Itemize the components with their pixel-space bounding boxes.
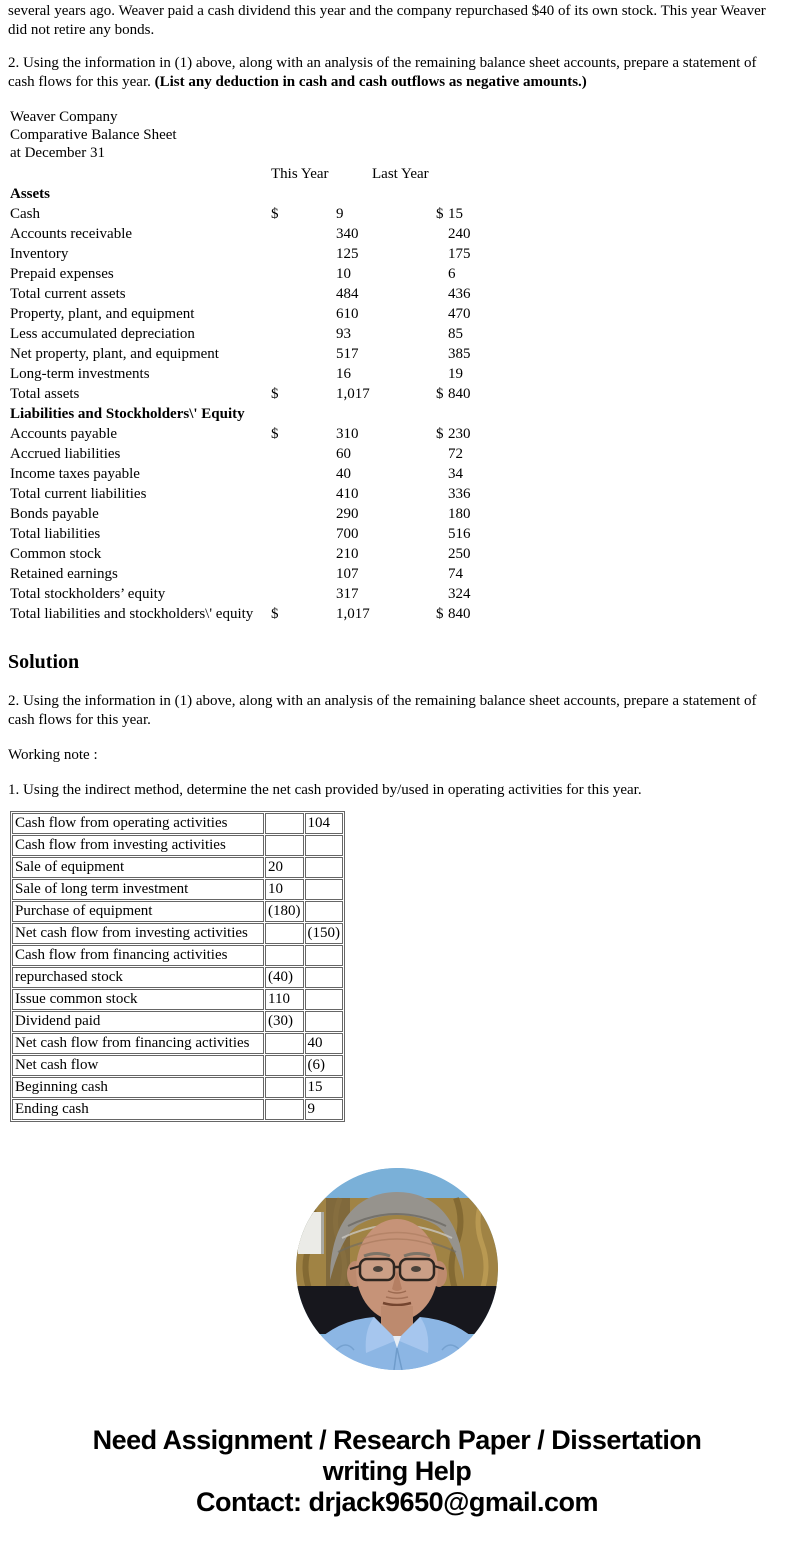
cash-flow-row bbox=[12, 967, 343, 988]
cash-flow-item-label: repurchased stock bbox=[12, 967, 264, 988]
last-year-value: 336 bbox=[448, 486, 471, 502]
balance-sheet-row bbox=[10, 364, 786, 384]
last-year-value: 840 bbox=[448, 386, 471, 402]
cash-flow-item-label: Net cash flow from investing activities bbox=[12, 923, 264, 944]
cash-flow-row bbox=[12, 1055, 343, 1076]
cash-flow-row bbox=[12, 1077, 343, 1098]
currency-symbol-last-year bbox=[436, 364, 448, 384]
currency-symbol-this-year bbox=[271, 344, 336, 364]
currency-symbol-this-year bbox=[271, 324, 336, 344]
currency-symbol-last-year bbox=[436, 284, 448, 304]
account-label: Income taxes payable bbox=[10, 466, 140, 482]
currency-symbol-this-year bbox=[271, 304, 336, 324]
account-label: Total liabilities and stockholders\' equity bbox=[10, 606, 254, 622]
currency-symbol-this-year bbox=[271, 464, 336, 484]
photo-section bbox=[8, 1168, 786, 1375]
currency-symbol-this-year bbox=[271, 484, 336, 504]
balance-sheet-row bbox=[10, 444, 786, 464]
last-year-value: 240 bbox=[448, 226, 471, 242]
currency-symbol-last-year bbox=[436, 184, 448, 204]
balance-sheet-row bbox=[10, 404, 786, 424]
this-year-value: 1,017 bbox=[336, 386, 370, 402]
currency-symbol-this-year bbox=[271, 224, 336, 244]
company-name: Weaver Company bbox=[10, 109, 118, 125]
this-year-value: 610 bbox=[336, 306, 359, 322]
this-year-value: 290 bbox=[336, 506, 359, 522]
currency-symbol-last-year bbox=[436, 324, 448, 344]
this-year-value: 9 bbox=[336, 206, 344, 222]
cash-flow-total-amount bbox=[305, 879, 344, 900]
currency-symbol-last-year bbox=[436, 564, 448, 584]
currency-symbol-this-year bbox=[271, 504, 336, 524]
currency-symbol-last-year bbox=[436, 504, 448, 524]
last-year-value: 180 bbox=[448, 506, 471, 522]
cash-flow-total-amount bbox=[305, 945, 344, 966]
cash-flow-item-label: Sale of long term investment bbox=[12, 879, 264, 900]
balance-sheet-row bbox=[10, 484, 786, 504]
account-label: Prepaid expenses bbox=[10, 266, 114, 282]
cash-flow-row bbox=[12, 901, 343, 922]
cash-flow-detail-amount bbox=[265, 1077, 304, 1098]
cash-flow-total-amount bbox=[305, 835, 344, 856]
this-year-value: 410 bbox=[336, 486, 359, 502]
this-year-value: 517 bbox=[336, 346, 359, 362]
last-year-value: 72 bbox=[448, 446, 463, 462]
cash-flow-detail-amount: (180) bbox=[265, 901, 304, 922]
statement-title: Comparative Balance Sheet bbox=[10, 127, 177, 143]
currency-symbol-this-year: $ bbox=[271, 606, 279, 622]
currency-symbol-this-year bbox=[271, 184, 336, 204]
account-label: Long-term investments bbox=[10, 366, 150, 382]
currency-symbol-this-year bbox=[271, 444, 336, 464]
cash-flow-item-label: Cash flow from operating activities bbox=[12, 813, 264, 834]
account-label: Assets bbox=[10, 186, 50, 202]
cash-flow-detail-amount: 110 bbox=[265, 989, 304, 1010]
currency-symbol-last-year bbox=[436, 524, 448, 544]
currency-symbol-this-year: $ bbox=[271, 206, 279, 222]
cash-flow-row bbox=[12, 813, 343, 834]
currency-symbol-this-year bbox=[271, 264, 336, 284]
currency-symbol-last-year bbox=[436, 544, 448, 564]
cash-flow-total-amount: 9 bbox=[305, 1099, 344, 1120]
currency-symbol-last-year bbox=[436, 264, 448, 284]
balance-sheet bbox=[10, 108, 786, 624]
cash-flow-total-amount: 40 bbox=[305, 1033, 344, 1054]
this-year-value: 93 bbox=[336, 326, 351, 342]
this-year-value: 40 bbox=[336, 466, 351, 482]
account-label: Retained earnings bbox=[10, 566, 118, 582]
cash-flow-item-label: Sale of equipment bbox=[12, 857, 264, 878]
this-year-value bbox=[336, 184, 436, 204]
cash-flow-detail-amount: 20 bbox=[265, 857, 304, 878]
currency-symbol-last-year bbox=[436, 444, 448, 464]
cash-flow-item-label: Purchase of equipment bbox=[12, 901, 264, 922]
cash-flow-detail-amount bbox=[265, 923, 304, 944]
cash-flow-total-amount bbox=[305, 989, 344, 1010]
account-label: Net property, plant, and equipment bbox=[10, 346, 219, 362]
balance-sheet-row bbox=[10, 604, 786, 624]
cash-flow-row bbox=[12, 989, 343, 1010]
balance-sheet-row bbox=[10, 384, 786, 404]
cash-flow-detail-amount bbox=[265, 1055, 304, 1076]
account-label: Total stockholders’ equity bbox=[10, 586, 166, 602]
currency-symbol-this-year bbox=[271, 244, 336, 264]
cash-flow-item-label: Issue common stock bbox=[12, 989, 264, 1010]
this-year-value: 210 bbox=[336, 546, 359, 562]
footer-line-1: Need Assignment / Research Paper / Dissertation bbox=[92, 1425, 702, 1455]
currency-symbol-last-year: $ bbox=[436, 426, 444, 442]
balance-sheet-row bbox=[10, 564, 786, 584]
this-year-value bbox=[336, 404, 436, 424]
currency-symbol-this-year bbox=[271, 564, 336, 584]
footer-ad bbox=[8, 1425, 786, 1518]
last-year-header: Last Year bbox=[372, 166, 429, 182]
question-paragraph bbox=[8, 54, 766, 91]
statement-date: at December 31 bbox=[10, 145, 105, 161]
account-label: Liabilities and Stockholders\' Equity bbox=[10, 406, 245, 422]
currency-symbol-last-year bbox=[436, 464, 448, 484]
cash-flow-detail-amount bbox=[265, 1033, 304, 1054]
cash-flow-detail-amount: (40) bbox=[265, 967, 304, 988]
last-year-value: 840 bbox=[448, 606, 471, 622]
balance-sheet-row bbox=[10, 524, 786, 544]
account-label: Bonds payable bbox=[10, 506, 99, 522]
balance-sheet-row bbox=[10, 264, 786, 284]
cash-flow-item-label: Dividend paid bbox=[12, 1011, 264, 1032]
currency-symbol-last-year: $ bbox=[436, 206, 444, 222]
cash-flow-row bbox=[12, 1011, 343, 1032]
cash-flow-item-label: Ending cash bbox=[12, 1099, 264, 1120]
last-year-value: 175 bbox=[448, 246, 471, 262]
cash-flow-detail-amount bbox=[265, 835, 304, 856]
currency-symbol-this-year: $ bbox=[271, 426, 279, 442]
cash-flow-row bbox=[12, 923, 343, 944]
cash-flow-total-amount bbox=[305, 967, 344, 988]
currency-symbol-this-year: $ bbox=[271, 386, 279, 402]
cash-flow-table bbox=[10, 811, 345, 1122]
last-year-value: 74 bbox=[448, 566, 463, 582]
this-year-value: 107 bbox=[336, 566, 359, 582]
working-note-label: Working note : bbox=[8, 747, 98, 763]
solution-restatement: 2. Using the information in (1) above, along with an analysis of the remaining balance sheet accounts, prepare a statement of cash flows for this year. bbox=[8, 693, 757, 728]
cash-flow-detail-amount bbox=[265, 1099, 304, 1120]
last-year-value: 385 bbox=[448, 346, 471, 362]
currency-symbol-last-year bbox=[436, 584, 448, 604]
cash-flow-row bbox=[12, 835, 343, 856]
this-year-value: 60 bbox=[336, 446, 351, 462]
this-year-value: 16 bbox=[336, 366, 351, 382]
balance-sheet-row bbox=[10, 324, 786, 344]
cash-flow-detail-amount bbox=[265, 945, 304, 966]
cash-flow-total-amount bbox=[305, 901, 344, 922]
account-label: Accounts payable bbox=[10, 426, 118, 442]
balance-sheet-rows bbox=[10, 184, 786, 624]
balance-sheet-row bbox=[10, 284, 786, 304]
cash-flow-total-amount bbox=[305, 857, 344, 878]
cash-flow-detail-amount bbox=[265, 813, 304, 834]
balance-sheet-row bbox=[10, 304, 786, 324]
cash-flow-item-label: Net cash flow bbox=[12, 1055, 264, 1076]
intro-paragraph: several years ago. Weaver paid a cash dividend this year and the company repurchased $40 of its own stock. This year Weaver did not retire any bonds. bbox=[8, 3, 766, 38]
account-label: Property, plant, and equipment bbox=[10, 306, 195, 322]
last-year-value: 250 bbox=[448, 546, 471, 562]
question-instruction: (List any deduction in cash and cash outflows as negative amounts.) bbox=[154, 73, 587, 90]
this-year-header: This Year bbox=[271, 166, 329, 182]
cash-flow-total-amount bbox=[305, 1011, 344, 1032]
currency-symbol-last-year bbox=[436, 344, 448, 364]
account-label: Cash bbox=[10, 206, 40, 222]
cash-flow-total-amount: (150) bbox=[305, 923, 344, 944]
last-year-value: 15 bbox=[448, 206, 463, 222]
solution-heading: Solution bbox=[8, 651, 80, 673]
this-year-value: 125 bbox=[336, 246, 359, 262]
currency-symbol-this-year bbox=[271, 544, 336, 564]
account-label: Total current assets bbox=[10, 286, 126, 302]
footer-contact-email: Contact: drjack9650@gmail.com bbox=[196, 1487, 598, 1517]
cash-flow-row bbox=[12, 1099, 343, 1120]
account-label: Inventory bbox=[10, 246, 69, 262]
cash-flow-total-amount: 104 bbox=[305, 813, 344, 834]
cash-flow-table-body bbox=[12, 813, 343, 1120]
presenter-photo bbox=[296, 1168, 498, 1370]
account-label: Accounts receivable bbox=[10, 226, 133, 242]
balance-sheet-column-headers bbox=[10, 164, 786, 184]
currency-symbol-last-year: $ bbox=[436, 606, 444, 622]
cash-flow-row bbox=[12, 1033, 343, 1054]
this-year-value: 700 bbox=[336, 526, 359, 542]
cash-flow-item-label: Beginning cash bbox=[12, 1077, 264, 1098]
balance-sheet-row bbox=[10, 244, 786, 264]
working-note-1: 1. Using the indirect method, determine the net cash provided by/used in operating activities for this year. bbox=[8, 781, 642, 798]
last-year-value: 516 bbox=[448, 526, 471, 542]
balance-sheet-row bbox=[10, 544, 786, 564]
balance-sheet-row bbox=[10, 464, 786, 484]
last-year-value: 230 bbox=[448, 426, 471, 442]
currency-symbol-last-year bbox=[436, 244, 448, 264]
cash-flow-row bbox=[12, 879, 343, 900]
this-year-value: 1,017 bbox=[336, 606, 370, 622]
this-year-value: 484 bbox=[336, 286, 359, 302]
last-year-value: 85 bbox=[448, 326, 463, 342]
cash-flow-item-label: Cash flow from financing activities bbox=[12, 945, 264, 966]
account-label: Accrued liabilities bbox=[10, 446, 121, 462]
currency-symbol-this-year bbox=[271, 284, 336, 304]
currency-symbol-last-year bbox=[436, 484, 448, 504]
currency-symbol-last-year bbox=[436, 224, 448, 244]
balance-sheet-row bbox=[10, 204, 786, 224]
balance-sheet-row bbox=[10, 224, 786, 244]
currency-symbol-this-year bbox=[271, 584, 336, 604]
presenter-photo-illustration bbox=[296, 1168, 498, 1370]
account-label: Less accumulated depreciation bbox=[10, 326, 195, 342]
account-label: Total current liabilities bbox=[10, 486, 147, 502]
question-text: 2. Using the information in (1) above, along with an analysis of the remaining balance sheet accounts, prepare a statement of cash flows for this year. bbox=[8, 55, 757, 90]
header-spacer bbox=[10, 164, 271, 184]
last-year-value: 324 bbox=[448, 586, 471, 602]
balance-sheet-row bbox=[10, 424, 786, 444]
this-year-value: 340 bbox=[336, 226, 359, 242]
currency-symbol-this-year bbox=[271, 524, 336, 544]
last-year-value: 436 bbox=[448, 286, 471, 302]
this-year-value: 317 bbox=[336, 586, 359, 602]
this-year-value: 10 bbox=[336, 266, 351, 282]
last-year-value: 6 bbox=[448, 266, 456, 282]
currency-symbol-last-year bbox=[436, 304, 448, 324]
account-label: Total liabilities bbox=[10, 526, 101, 542]
cash-flow-total-amount: 15 bbox=[305, 1077, 344, 1098]
balance-sheet-row bbox=[10, 344, 786, 364]
balance-sheet-row bbox=[10, 584, 786, 604]
last-year-value: 34 bbox=[448, 466, 463, 482]
currency-symbol-this-year bbox=[271, 364, 336, 384]
cash-flow-row bbox=[12, 945, 343, 966]
this-year-value: 310 bbox=[336, 426, 359, 442]
cash-flow-item-label: Cash flow from investing activities bbox=[12, 835, 264, 856]
last-year-value: 19 bbox=[448, 366, 463, 382]
currency-symbol-last-year bbox=[436, 404, 448, 424]
cash-flow-total-amount: (6) bbox=[305, 1055, 344, 1076]
cash-flow-item-label: Net cash flow from financing activities bbox=[12, 1033, 264, 1054]
account-label: Total assets bbox=[10, 386, 80, 402]
last-year-value: 470 bbox=[448, 306, 471, 322]
footer-line-2: writing Help bbox=[322, 1456, 472, 1486]
cash-flow-row bbox=[12, 857, 343, 878]
currency-symbol-this-year bbox=[271, 404, 336, 424]
balance-sheet-row bbox=[10, 504, 786, 524]
balance-sheet-row bbox=[10, 184, 786, 204]
cash-flow-detail-amount: (30) bbox=[265, 1011, 304, 1032]
cash-flow-detail-amount: 10 bbox=[265, 879, 304, 900]
account-label: Common stock bbox=[10, 546, 102, 562]
currency-symbol-last-year: $ bbox=[436, 386, 444, 402]
